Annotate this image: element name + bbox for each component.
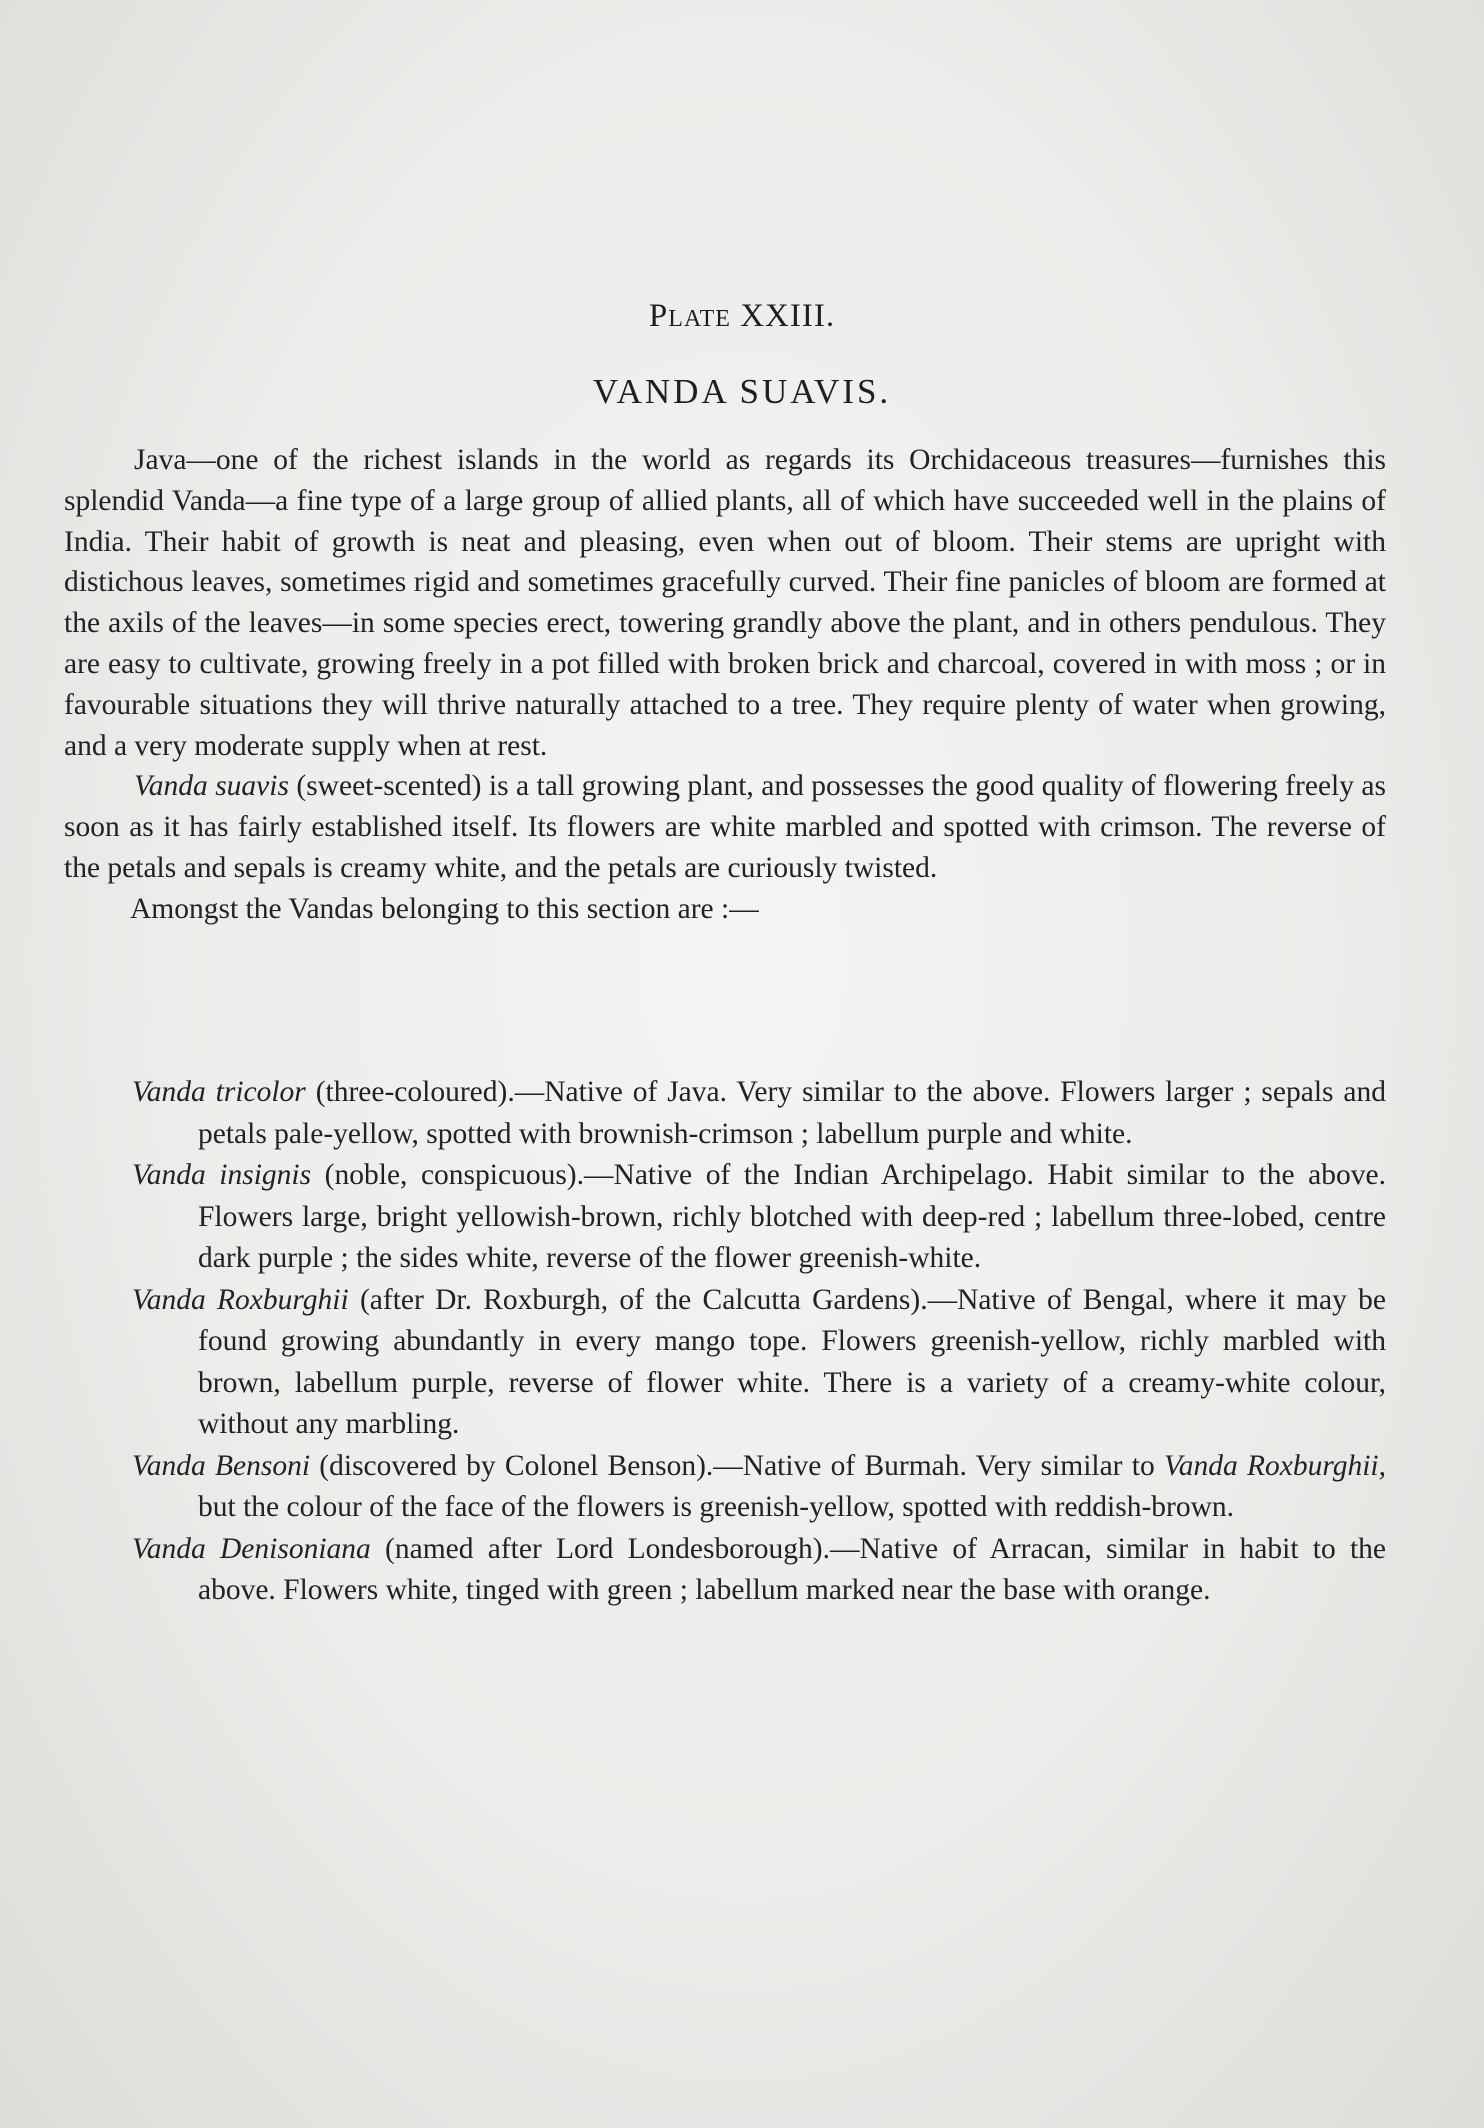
list-item (132, 1529, 1386, 1612)
body-text (64, 440, 1386, 964)
entry-name: Vanda Denisoniana (132, 1532, 371, 1565)
entry-text: (three-coloured).—Native of Java. Very similar to the above. Flowers larger ; sepals and petals pale-yellow, spotted with brownish-crimson ; labellum purple and white. (198, 1076, 1386, 1150)
entry-name: Vanda Bensoni (132, 1449, 311, 1482)
section-intro: Amongst the Vandas belonging to this section are :— (130, 892, 759, 925)
entry-text: (noble, conspicuous).—Native of the Indian Archipelago. Habit similar to the above. Flowers large, bright yellowish-brown, richly blotched with deep-red ; labellum three-lobed, centre dark purple ; the sides white, reverse of the flower greenish-white. (198, 1159, 1386, 1274)
entry-text: (discovered by Colonel Benson).—Native of Burmah. Very similar to (310, 1449, 1164, 1482)
entry-text: but the colour of the face of the flowers is greenish-yellow, spotted with reddish-brown. (198, 1491, 1235, 1523)
list-item (132, 1155, 1386, 1280)
entry-name: Vanda Roxburghii (132, 1283, 349, 1316)
entry-text: (after Dr. Roxburgh, of the Calcutta Gardens).—Native of Bengal, where it may be found growing abundantly in every mango tope. Flowers greenish-yellow, richly marbled with brown, labellum purple, reverse of flower white. There is a variety of a creamy-white colour, without any marbling. (198, 1283, 1386, 1440)
plate-heading (0, 298, 1484, 335)
species-list (132, 1072, 1386, 1612)
list-item (132, 1446, 1386, 1529)
description-paragraph (64, 766, 1386, 888)
species-name: Vanda suavis (134, 770, 289, 803)
entry-name: Vanda tricolor (132, 1076, 306, 1108)
species-title: VANDA SUAVIS. (592, 372, 892, 411)
list-item (132, 1280, 1386, 1446)
plate-word: PLATE (648, 298, 731, 334)
plate-number: XXIII. (740, 298, 836, 334)
intro-paragraph: Java—one of the richest islands in the world as regards its Orchidaceous treasures—furnishes this splendid Vanda—a fine type of a large group of allied plants, all of which have succeeded well in the plains of India. Their habit of growth is neat and pleasing, even when out of bloom. Their stems are upright with distichous leaves, sometimes rigid and sometimes gracefully curved. Their fine panicles of bloom are formed at the axils of the leaves—in some species erect, towering grandly above the plant, and in others pendulous. They are easy to cultivate, growing freely in a pot filled with broken brick and charcoal, covered in with moss ; or in favourable situations they will thrive naturally attached to a tree. They require plenty of water when growing, and a very moderate supply when at rest. (64, 444, 1386, 762)
description-text: (sweet-scented) is a tall growing plant, and possesses the good quality of flowering freely as soon as it has fairly established itself. Its flowers are white marbled and spotted with crimson. The reverse of the petals and sepals is creamy white, and the petals are curiously twisted. (64, 770, 1386, 884)
entry-name: Vanda insignis (132, 1159, 312, 1191)
entry-text: (named after Lord Londesborough).—Native of Arracan, similar in habit to the above. Flowers white, tinged with green ; labellum marked near the base with orange. (198, 1532, 1386, 1606)
entry-inline-name: Vanda Roxburghii, (1163, 1449, 1386, 1482)
list-item (132, 1072, 1386, 1155)
